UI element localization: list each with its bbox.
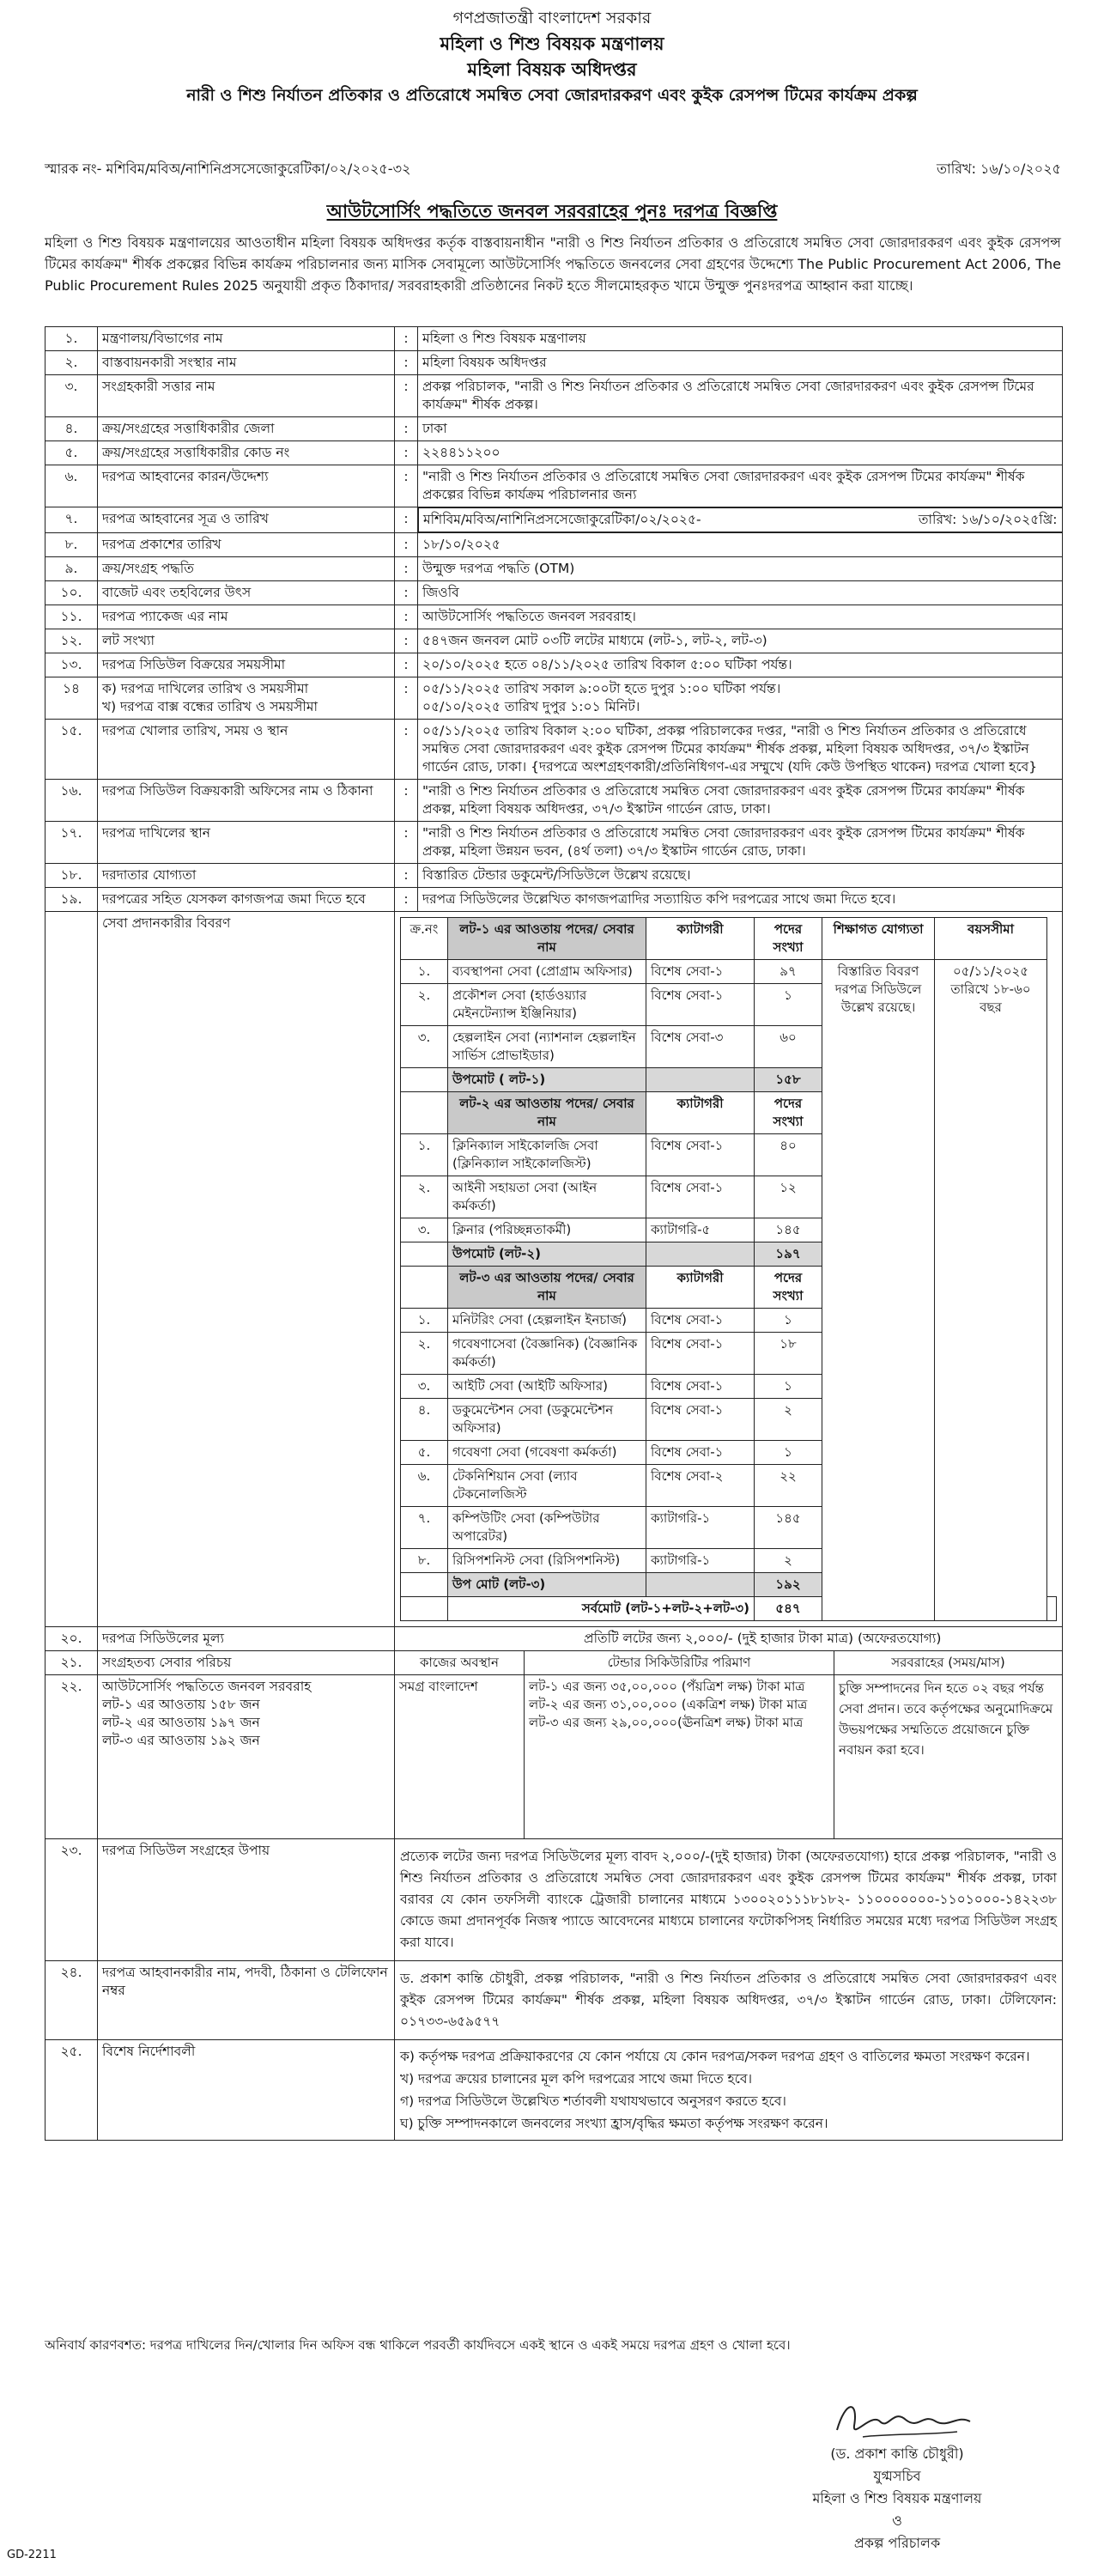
lot-allocation-line: লট-৩ এর আওতায় ১৯২ জন bbox=[102, 1733, 260, 1748]
doc-code: GD-2211 bbox=[7, 2549, 57, 2561]
row-value bbox=[418, 441, 1063, 465]
memo-line bbox=[45, 158, 1061, 181]
row-sl: ৬. bbox=[45, 465, 98, 507]
subtotal-blank-cat bbox=[646, 1068, 755, 1092]
work-area: সমগ্র বাংলাদেশ bbox=[395, 1675, 525, 1838]
row-label bbox=[98, 533, 395, 557]
service-name: রিসিপশনিস্ট সেবা (রিসিপশনিস্ট) bbox=[448, 1549, 646, 1573]
row-value-text: আউটসোর্সিং পদ্ধতিতে জনবল সরবরাহ। bbox=[422, 609, 636, 624]
row-13 bbox=[45, 653, 1063, 677]
row-value-text: ২০/১০/২০২৫ হতে ০৪/১১/২০২৫ তারিখ বিকাল ৫:০০ ঘটিকা পর্যন্ত। bbox=[422, 657, 792, 672]
col-posts-header: পদের সংখ্যা bbox=[755, 1267, 822, 1309]
row-value-date: তারিখ: ১৬/১০/২০২৫খ্রি: bbox=[918, 512, 1058, 527]
supply-duration: চুক্তি সম্পাদনের দিন হতে ০২ বছর পর্যন্ত সেবা প্রদান। তবে কর্তৃপক্ষের অনুমোদিক্রমে উভয়পক্ষের সম্মতিতে প্রয়োজনে চুক্তি নবায়ন করা হবে। bbox=[839, 1680, 1053, 1758]
row-sl: ১. bbox=[45, 327, 98, 351]
row-value bbox=[418, 888, 1063, 912]
service-posts: ১৮ bbox=[755, 1333, 822, 1375]
row-colon: : bbox=[395, 441, 418, 465]
service-category: বিশেষ সেবা-২ bbox=[646, 1465, 755, 1507]
instruction-item: ক) কর্তৃপক্ষ দরপত্র প্রক্রিয়াকরণের যে কোন পর্যায়ে যে কোন দরপত্র/সকল দরপত্র গ্রহণ ও বাতিলের ক্ষমতা সংরক্ষণ করেন। bbox=[400, 2049, 1030, 2064]
row-label bbox=[98, 864, 395, 888]
service-name: ক্লিনিক্যাল সাইকোলজি সেবা (ক্লিনিক্যাল সাইকোলজিস্ট) bbox=[448, 1134, 646, 1176]
service-sl: ৪. bbox=[401, 1399, 448, 1441]
row-value bbox=[418, 677, 1063, 720]
row-24 bbox=[45, 1961, 1063, 2040]
row-label: সংগ্রহতব্য সেবার পরিচয় bbox=[98, 1651, 395, 1675]
row-label bbox=[98, 327, 395, 351]
subtotal-blank-cat bbox=[646, 1242, 755, 1267]
ministry-name: মহিলা ও শিশু বিষয়ক মন্ত্রণালয় bbox=[440, 33, 664, 54]
row-colon: : bbox=[395, 888, 418, 912]
col-duration: সরবরাহের (সময়/মাস) bbox=[891, 1655, 1005, 1670]
lot-allocation-line: লট-২ এর আওতায় ১৯৭ জন bbox=[102, 1715, 260, 1730]
row-label bbox=[98, 780, 395, 822]
row-sl: ১৭. bbox=[45, 822, 98, 864]
row-value bbox=[418, 581, 1063, 605]
service-category: বিশেষ সেবা-১ bbox=[646, 1176, 755, 1218]
row-value bbox=[418, 465, 1063, 507]
service-posts: ১২ bbox=[755, 1176, 822, 1218]
service-category: বিশেষ সেবা-৩ bbox=[646, 1026, 755, 1068]
lot-header-row bbox=[401, 918, 1057, 960]
row-value-text: মশিবিম/মবিঅ/নাশিনিপ্রসসেজোকুরেটিকা/০২/২০২৫- bbox=[423, 512, 701, 527]
service-sl: ১. bbox=[401, 1309, 448, 1333]
row-value: প্রত্যেক লটের জন্য দরপত্র সিডিউলের মূল্য বাবদ ২,০০০/-(দুই হাজার) টাকা (অফেরতযোগ্য) হারে প্রকল্প পরিচালক, "নারী ও শিশু নির্যাতন প্রতিকার ও প্রতিরোধে সমন্বিত সেবা জোরদারকরণ এবং কুইক রেসপন্স টিমের কার্যক্রম" শীর্ষক প্রকল্প, ঢাকা বরাবর যে কোন তফসিলী ব্যাংকে ট্রেজারী চালানের মাধ্যমে ১৩০০২০১১১৮১৮২- ১১০০০০০০০-১১০১০০০-১৪২২৩৮ কোডে জমা প্রদানপূর্বক নিজস্ব প্যাডে আবেদনের মাধ্যমে চালানের ফটোকপিসহ নির্ধারিত সময়ের মধ্যে দরপত্র সিডিউল সংগ্রহ করা যাবে। bbox=[395, 1839, 1063, 1961]
schedule-price: প্রতিটি লটের জন্য ২,০০০/- (দুই হাজার টাকা মাত্র) (অফেরতযোগ্য) bbox=[584, 1631, 942, 1646]
service-name: গবেষণাসেবা (বৈজ্ঞানিক) (বৈজ্ঞানিক কর্মকর্তা) bbox=[448, 1333, 646, 1375]
service-name: ডকুমেন্টেশন সেবা (ডকুমেন্টেশন অফিসার) bbox=[448, 1399, 646, 1441]
lot-title: লট-৩ এর আওতায় পদের/ সেবার নাম bbox=[448, 1267, 646, 1309]
row-value bbox=[418, 417, 1063, 441]
row-value-text: প্রকল্প পরিচালক, "নারী ও শিশু নির্যাতন প্রতিকার ও প্রতিরোধে সমন্বিত সেবা জোরদারকরণ এবং কুইক রেসপন্স টিমের কার্যক্রম" শীর্ষক প্রকল্প। bbox=[422, 379, 1034, 412]
subtotal-value: ১৯৭ bbox=[755, 1242, 822, 1267]
row-value-text: "নারী ও শিশু নির্যাতন প্রতিকার ও প্রতিরোধে সমন্বিত সেবা জোরদারকরণ এবং কুইক রেসপন্স টিমের কার্যক্রম" শীর্ষক প্রকল্প, মহিলা উন্নয়ন ভবন, (৪র্থ তলা) ৩৭/৩ ইস্কাটন গার্ডেন রোড, ঢাকা। bbox=[422, 825, 1025, 859]
col-posts-header: পদের সংখ্যা bbox=[755, 1092, 822, 1134]
service-sl: ৩. bbox=[401, 1218, 448, 1242]
row-label-text: দরপত্র আহবানের কারন/উদ্দেশ্য bbox=[102, 469, 269, 484]
subtotal-blank bbox=[401, 1242, 448, 1267]
instruction-item: খ) দরপত্র ক্রয়ের চালানের মূল কপি দরপত্রের সাথে জমা দিতে হবে। bbox=[400, 2071, 753, 2087]
service-name: আইটি সেবা (আইটি অফিসার) bbox=[448, 1375, 646, 1399]
row-label: বিশেষ নির্দেশাবলী bbox=[98, 2040, 395, 2141]
col-sl-header bbox=[401, 1267, 448, 1309]
row-label bbox=[98, 888, 395, 912]
service-posts: ২ bbox=[755, 1399, 822, 1441]
service-category: বিশেষ সেবা-১ bbox=[646, 960, 755, 984]
row-value-text: ০৫/১১/২০২৫ তারিখ বিকাল ২:০০ ঘটিকা, প্রকল্প পরিচালকের দপ্তর, "নারী ও শিশু নির্যাতন প্রতিকার ও প্রতিরোধে সমন্বিত সেবা জোরদারকরণ এবং কুইক রেসপন্স টিমের কার্যক্রম" শীর্ষক প্রকল্প, মহিলা বিষয়ক অধিদপ্তর, ৩৭/৩ ইস্কাটন গার্ডেন রোড, ঢাকা। {দরপত্রে অংশগ্রহণকারী/প্রতিনিধিগণ-এর সম্মুখে (যদি কেউ উপস্থিত থাকেন) দরপত্র খোলা হবে} bbox=[422, 723, 1038, 775]
row-value bbox=[418, 864, 1063, 888]
row-22 bbox=[45, 1675, 1063, 1839]
row-value bbox=[395, 1627, 1063, 1651]
service-sl: ৬. bbox=[401, 1465, 448, 1507]
col-age-header: বয়সসীমা bbox=[935, 918, 1047, 960]
services-cell bbox=[395, 912, 1063, 1627]
row-label-text: দরপত্র সিডিউল বিক্রয়কারী অফিসের নাম ও ঠিকানা bbox=[102, 783, 373, 799]
col-security: টেন্ডার সিকিউরিটির পরিমাণ bbox=[525, 1651, 834, 1674]
letterhead bbox=[0, 5, 1104, 108]
subtotal-value: ১৫৮ bbox=[755, 1068, 822, 1092]
service-name: টেকনিশিয়ান সেবা (ল্যাব টেকনোলজিস্ট bbox=[448, 1465, 646, 1507]
row-colon: : bbox=[395, 327, 418, 351]
grand-total-value: ৫৪৭ bbox=[755, 1597, 822, 1621]
lot-title: লট-২ এর আওতায় পদের/ সেবার নাম bbox=[448, 1092, 646, 1134]
service-posts: ২ bbox=[755, 1549, 822, 1573]
row-value bbox=[418, 605, 1063, 629]
row-9 bbox=[45, 557, 1063, 581]
row-23 bbox=[45, 1839, 1063, 1961]
row-colon: : bbox=[395, 629, 418, 653]
row-17 bbox=[45, 822, 1063, 864]
row-value bbox=[418, 629, 1063, 653]
service-category: ক্যাটাগরি-৫ bbox=[646, 1218, 755, 1242]
row-value-text: মহিলা বিষয়ক অধিদপ্তর bbox=[422, 355, 547, 370]
project-name: নারী ও শিশু নির্যাতন প্রতিকার ও প্রতিরোধে সমন্বিত সেবা জোরদারকরণ এবং কুইক রেসপন্স টিমের কার্যক্রম প্রকল্প bbox=[186, 86, 918, 105]
services-row bbox=[45, 912, 1063, 1627]
row-colon: : bbox=[395, 507, 418, 533]
row-sl: ২০. bbox=[45, 1627, 98, 1651]
row-label bbox=[98, 557, 395, 581]
row-value bbox=[418, 375, 1063, 417]
row-16 bbox=[45, 780, 1063, 822]
row-label-text: দরপত্র আহবানের সূত্র ও তারিখ bbox=[102, 511, 269, 526]
row22-grid bbox=[395, 1675, 1062, 1838]
service-sl: ৩. bbox=[401, 1026, 448, 1068]
row-10 bbox=[45, 581, 1063, 605]
row-label bbox=[98, 605, 395, 629]
tender-details-table bbox=[45, 326, 1063, 2141]
subtotal-label: উপমোট (লট-২) bbox=[448, 1242, 646, 1267]
row-label bbox=[98, 822, 395, 864]
service-name: ব্যবস্থাপনা সেবা (প্রোগ্রাম অফিসার) bbox=[448, 960, 646, 984]
service-sl: ১. bbox=[401, 1134, 448, 1176]
col-posts-header: পদের সংখ্যা bbox=[755, 918, 822, 960]
row-sl: ২১. bbox=[45, 1651, 98, 1675]
col-sl-header: ক্র.নং bbox=[401, 918, 448, 960]
security-line: লট-২ এর জন্য ৩১,০০,০০০ (একত্রিশ লক্ষ) টাকা মাত্র bbox=[529, 1697, 808, 1712]
row-19 bbox=[45, 888, 1063, 912]
row-11 bbox=[45, 605, 1063, 629]
row-value-text: বিস্তারিত টেন্ডার ডকুমেন্ট/সিডিউলে উল্লেখ রয়েছে। bbox=[422, 867, 691, 883]
service-category: বিশেষ সেবা-১ bbox=[646, 1333, 755, 1375]
service-name: আইনী সহায়তা সেবা (আইন কর্মকর্তা) bbox=[448, 1176, 646, 1218]
col-category-header: ক্যাটাগরী bbox=[646, 1267, 755, 1309]
signature-scribble bbox=[755, 2396, 1039, 2443]
row-value bbox=[418, 780, 1063, 822]
row-sl: ১৪ bbox=[45, 677, 98, 720]
row-value bbox=[418, 653, 1063, 677]
service-sl: ৫. bbox=[401, 1441, 448, 1465]
row-label bbox=[98, 507, 395, 533]
service-posts: ৯৭ bbox=[755, 960, 822, 984]
tender-security bbox=[525, 1675, 834, 1838]
row-sl: ১১. bbox=[45, 605, 98, 629]
subtotal-blank bbox=[401, 1068, 448, 1092]
service-posts: ১ bbox=[755, 1375, 822, 1399]
row-label bbox=[98, 1675, 395, 1839]
edu-qualification: বিস্তারিত বিবরণ দরপত্র সিডিউলে উল্লেখ রয়েছে। bbox=[822, 960, 935, 1621]
row-label-text: দরপত্র খোলার তারিখ, সময় ও স্থান bbox=[102, 723, 288, 738]
row-value bbox=[418, 327, 1063, 351]
row-colon: : bbox=[395, 465, 418, 507]
row-25 bbox=[45, 2040, 1063, 2141]
service-category: বিশেষ সেবা-১ bbox=[646, 1399, 755, 1441]
signatory-org: মহিলা ও শিশু বিষয়ক মন্ত্রণালয় bbox=[812, 2490, 982, 2506]
row-value-text: দরপত্র সিডিউলের উল্লেখিত কাগজপত্রাদির সত্যায়িত কপি দরপত্রের সাথে জমা দিতে হবে। bbox=[422, 891, 896, 907]
row-2 bbox=[45, 351, 1063, 375]
row-value-text: ১৮/১০/২০২৫ bbox=[422, 537, 500, 552]
col-category-header: ক্যাটাগরী bbox=[646, 918, 755, 960]
row-1 bbox=[45, 327, 1063, 351]
row-label-text: বাস্তবায়নকারী সংস্থার নাম bbox=[102, 355, 237, 370]
instruction-item: ঘ) চুক্তি সম্পাদনকালে জনবলের সংখ্যা হ্রাস/বৃদ্ধির ক্ষমতা কর্তৃপক্ষ সংরক্ষণ করেন। bbox=[400, 2116, 828, 2131]
row-colon: : bbox=[395, 720, 418, 780]
row-sl: ৯. bbox=[45, 557, 98, 581]
row-value-text: ০৫/১১/২০২৫ তারিখ সকাল ৯:০০টা হতে দুপুর ১:০০ ঘটিকা পর্যন্ত। bbox=[422, 681, 781, 696]
row-value: ড. প্রকাশ কান্তি চৌধুরী, প্রকল্প পরিচালক, "নারী ও শিশু নির্যাতন প্রতিকার ও প্রতিরোধে সমন্বিত সেবা জোরদারকরণ এবং কুইক রেসপন্স টিমের কার্যক্রম" শীর্ষক প্রকল্প, মহিলা বিষয়ক অধিদপ্তর, ৩৭/৩ ইস্কাটন গার্ডেন রোড, ঢাকা। টেলিফোন: ০১৭৩৩-৬৫৯৫৭৭ bbox=[395, 1961, 1063, 2040]
service-category: বিশেষ সেবা-১ bbox=[646, 1309, 755, 1333]
security-line: লট-৩ এর জন্য ২৯,০০,০০০(ঊনত্রিশ লক্ষ) টাকা মাত্র bbox=[529, 1715, 804, 1730]
row-sl: ১৩. bbox=[45, 653, 98, 677]
row-colon: : bbox=[395, 864, 418, 888]
row-label-text: লট সংখ্যা bbox=[102, 633, 155, 648]
row-label: দরপত্র সিডিউলের মূল্য bbox=[98, 1627, 395, 1651]
service-posts: ১ bbox=[755, 984, 822, 1026]
row-21 bbox=[45, 1651, 1063, 1675]
row-label-text: ক) দরপত্র দাখিলের তারিখ ও সময়সীমা bbox=[102, 681, 309, 696]
service-posts: ১ bbox=[755, 1441, 822, 1465]
row-label bbox=[98, 653, 395, 677]
service-sl: ২. bbox=[401, 1333, 448, 1375]
row-18 bbox=[45, 864, 1063, 888]
service-name: প্রকৌশল সেবা (হার্ডওয়্যার মেইনটেন্যান্স ইঞ্জিনিয়ার) bbox=[448, 984, 646, 1026]
row-label-text: বাজেট এবং তহবিলের উৎস bbox=[102, 585, 252, 600]
service-posts: ২২ bbox=[755, 1465, 822, 1507]
row-label bbox=[98, 465, 395, 507]
lot-allocation-line: লট-১ এর আওতায় ১৫৮ জন bbox=[102, 1697, 260, 1712]
services-table bbox=[400, 917, 1057, 1621]
row-label bbox=[98, 441, 395, 465]
service-name: গবেষণা সেবা (গবেষণা কর্মকর্তা) bbox=[448, 1441, 646, 1465]
grand-blank bbox=[401, 1597, 448, 1621]
row-label bbox=[98, 417, 395, 441]
signature-block bbox=[755, 2396, 1039, 2555]
row-6 bbox=[45, 465, 1063, 507]
row-label-text: সংগ্রহকারী সত্তার নাম bbox=[102, 379, 215, 394]
row-label-text: ক্রয়/সংগ্রহের সত্তাধিকারীর জেলা bbox=[102, 421, 275, 436]
row22-cell bbox=[395, 1675, 1063, 1839]
row-sl: ১৮. bbox=[45, 864, 98, 888]
row-label-text: দরপত্র সিডিউল বিক্রয়ের সময়সীমা bbox=[102, 657, 286, 672]
row-14 bbox=[45, 677, 1063, 720]
row-sl: ২২. bbox=[45, 1675, 98, 1839]
row-sl: ২৫. bbox=[45, 2040, 98, 2141]
service-name: কম্পিউটিং সেবা (কম্পিউটার অপারেটর) bbox=[448, 1507, 646, 1549]
row-5 bbox=[45, 441, 1063, 465]
subtotal-blank-cat bbox=[646, 1573, 755, 1597]
service-posts: ১৪৫ bbox=[755, 1507, 822, 1549]
directorate-name: মহিলা বিষয়ক অধিদপ্তর bbox=[467, 59, 637, 80]
signatory-and: ও bbox=[892, 2512, 902, 2529]
row-colon: : bbox=[395, 653, 418, 677]
row-value bbox=[418, 822, 1063, 864]
row-value bbox=[418, 507, 1063, 532]
col-edu-header: শিক্ষাগত যোগ্যতা bbox=[822, 918, 935, 960]
row-label-text: দরপত্র প্রকাশের তারিখ bbox=[102, 537, 221, 552]
row-sl: ১৬. bbox=[45, 780, 98, 822]
age-limit: ০৫/১১/২০২৫ তারিখে ১৮-৬০ বছর bbox=[935, 960, 1047, 1621]
subtotal-value: ১৯২ bbox=[755, 1573, 822, 1597]
service-posts: ৪০ bbox=[755, 1134, 822, 1176]
row-label bbox=[98, 720, 395, 780]
row-sl: ১৯. bbox=[45, 888, 98, 912]
row-colon: : bbox=[395, 581, 418, 605]
lot-title: লট-১ এর আওতায় পদের/ সেবার নাম bbox=[448, 918, 646, 960]
instruction-item: গ) দরপত্র সিডিউলে উল্লেখিত শর্তাবলী যথাযথভাবে অনুসরণ করতে হবে। bbox=[400, 2093, 786, 2109]
row-colon: : bbox=[395, 780, 418, 822]
service-name: হেল্পলাইন সেবা (ন্যাশনাল হেল্পলাইন সার্ভিস প্রোভাইডার) bbox=[448, 1026, 646, 1068]
row-sl: ২৪. bbox=[45, 1961, 98, 2040]
service-row bbox=[401, 960, 1057, 984]
row-8 bbox=[45, 533, 1063, 557]
service-name: ক্লিনার (পরিচ্ছন্নতাকর্মী) bbox=[448, 1218, 646, 1242]
signatory-name: (ড. প্রকাশ কান্তি চৌধুরী) bbox=[830, 2445, 964, 2462]
row-colon: : bbox=[395, 605, 418, 629]
service-sl: ১. bbox=[401, 960, 448, 984]
row-4 bbox=[45, 417, 1063, 441]
memo-date: তারিখ: ১৬/১০/২০২৫ bbox=[937, 161, 1061, 177]
service-category: বিশেষ সেবা-১ bbox=[646, 1134, 755, 1176]
row-colon: : bbox=[395, 533, 418, 557]
row-value bbox=[418, 533, 1063, 557]
grand-blank-2 bbox=[1047, 1597, 1057, 1621]
subtotal-label: উপমোট ( লট-১) bbox=[448, 1068, 646, 1092]
row-label bbox=[98, 351, 395, 375]
row-20 bbox=[45, 1627, 1063, 1651]
govt-name: গণপ্রজাতন্ত্রী বাংলাদেশ সরকার bbox=[452, 9, 652, 27]
row21-cell bbox=[395, 1651, 1063, 1675]
service-posts: ১৪৫ bbox=[755, 1218, 822, 1242]
subtotal-label: উপ মোট (লট-৩) bbox=[448, 1573, 646, 1597]
row-value-text: ঢাকা bbox=[422, 421, 447, 436]
row-15 bbox=[45, 720, 1063, 780]
row-sl: ২৩. bbox=[45, 1839, 98, 1961]
row-colon: : bbox=[395, 351, 418, 375]
row-label-text: ক্রয়/সংগ্রহের সত্তাধিকারীর কোড নং bbox=[102, 445, 290, 460]
service-sl: ৩. bbox=[401, 1375, 448, 1399]
row-value bbox=[418, 720, 1063, 780]
row-label bbox=[98, 629, 395, 653]
row-colon: : bbox=[395, 822, 418, 864]
row-label: দরপত্র আহবানকারীর নাম, পদবী, ঠিকানা ও টেলিফোন নম্বর bbox=[98, 1961, 395, 2040]
subtotal-blank bbox=[401, 1573, 448, 1597]
service-category: বিশেষ সেবা-১ bbox=[646, 984, 755, 1026]
row-value-text: ৫৪৭জন জনবল মোট ০৩টি লটের মাধ্যমে (লট-১, লট-২, লট-৩) bbox=[422, 633, 767, 648]
service-category: বিশেষ সেবা-১ bbox=[646, 1375, 755, 1399]
grand-total-label: সর্বমোট (লট-১+লট-২+লট-৩) bbox=[448, 1597, 755, 1621]
row-value bbox=[418, 557, 1063, 581]
row-label-text-2: খ) দরপত্র বাক্স বন্ধের তারিখ ও সময়সীমা bbox=[102, 699, 318, 714]
signature-icon bbox=[811, 2396, 983, 2447]
row21-head bbox=[395, 1651, 1062, 1674]
service-posts: ১ bbox=[755, 1309, 822, 1333]
memo-ref: স্মারক নং- মশিবিম/মবিঅ/নাশিনিপ্রসসেজোকুরেটিকা/০২/২০২৫-৩২ bbox=[45, 161, 411, 177]
services-label: সেবা প্রদানকারীর বিবরণ bbox=[98, 912, 395, 1627]
service-category: বিশেষ সেবা-১ bbox=[646, 1441, 755, 1465]
row-value-text: জিওবি bbox=[422, 585, 459, 600]
service-sl: ২. bbox=[401, 1176, 448, 1218]
row-sl bbox=[45, 912, 98, 1627]
row-sl: ১৫. bbox=[45, 720, 98, 780]
service-category: ক্যাটাগরি-১ bbox=[646, 1507, 755, 1549]
row-sl: ৭. bbox=[45, 507, 98, 533]
row-value-text: ২২৪৪১১২০০ bbox=[422, 445, 500, 460]
row-value-text-2: ০৫/১০/২০২৫ তারিখ দুপুর ১:০১ মিনিট। bbox=[422, 699, 640, 714]
row-value bbox=[418, 351, 1063, 375]
row-value-text: "নারী ও শিশু নির্যাতন প্রতিকার ও প্রতিরোধে সমন্বিত সেবা জোরদারকরণ এবং কুইক রেসপন্স টিমের কার্যক্রম" শীর্ষক প্রকল্প, মহিলা বিষয়ক অধিদপ্তর, ৩৭/৩ ইস্কাটন গার্ডেন রোড, ঢাকা। bbox=[422, 783, 1025, 817]
row-sl: ১২. bbox=[45, 629, 98, 653]
row-sl: ২. bbox=[45, 351, 98, 375]
row-colon: : bbox=[395, 417, 418, 441]
row-label-text: মন্ত্রণালয়/বিভাগের নাম bbox=[102, 331, 223, 346]
col-category-header: ক্যাটাগরী bbox=[646, 1092, 755, 1134]
service-sl: ৭. bbox=[401, 1507, 448, 1549]
service-name: মনিটরিং সেবা (হেল্পলাইন ইনচার্জ) bbox=[448, 1309, 646, 1333]
signatory-role: প্রকল্প পরিচালক bbox=[853, 2535, 941, 2551]
special-instructions bbox=[395, 2040, 1063, 2141]
row-colon: : bbox=[395, 677, 418, 720]
row-7 bbox=[45, 507, 1063, 533]
service-category: ক্যাটাগরি-১ bbox=[646, 1549, 755, 1573]
row-sl: ৪. bbox=[45, 417, 98, 441]
security-line: লট-১ এর জন্য ৩৫,০০,০০০ (পঁয়ত্রিশ লক্ষ) টাকা মাত্র bbox=[529, 1679, 805, 1694]
row-label-text: দরপত্র দাখিলের স্থান bbox=[102, 825, 210, 841]
row-value-text: মহিলা ও শিশু বিষয়ক মন্ত্রণালয় bbox=[422, 331, 586, 346]
row-label-text: দরপত্রের সহিত যেসকল কাগজপত্র জমা দিতে হবে bbox=[102, 891, 366, 907]
row-12 bbox=[45, 629, 1063, 653]
service-posts: ৬০ bbox=[755, 1026, 822, 1068]
row-sl: ৩. bbox=[45, 375, 98, 417]
row-label bbox=[98, 581, 395, 605]
row-label-text: ক্রয়/সংগ্রহ পদ্ধতি bbox=[102, 561, 194, 576]
row-label bbox=[98, 677, 395, 720]
row-sl: ৫. bbox=[45, 441, 98, 465]
row-value-text: "নারী ও শিশু নির্যাতন প্রতিকার ও প্রতিরোধে সমন্বিত সেবা জোরদারকরণ এবং কুইক রেসপন্স টিমের কার্যক্রম" শীর্ষক প্রকল্পের বিভিন্ন কার্যক্রম পরিচালনার জন্য bbox=[422, 469, 1025, 502]
row-label-text: দরদাতার যোগ্যতা bbox=[102, 867, 197, 883]
row-label bbox=[98, 375, 395, 417]
footnote: অনিবার্য কারণবশত: দরপত্র দাখিলের দিন/খোলার দিন অফিস বন্ধ থাকিলে পরবর্তী কার্যদিবসে একই স্থানে ও একই সময়ে দরপত্র গ্রহণ ও খোলা হবে। bbox=[45, 2337, 791, 2353]
row-colon: : bbox=[395, 557, 418, 581]
row-colon: : bbox=[395, 375, 418, 417]
row-sl: ৮. bbox=[45, 533, 98, 557]
row-value-text: উন্মুক্ত দরপত্র পদ্ধতি (OTM) bbox=[422, 561, 575, 576]
signatory-title: যুগ্মসচিব bbox=[873, 2468, 921, 2484]
notice-title: আউটসোর্সিং পদ্ধতিতে জনবল সরবরাহের পুনঃ দরপত্র বিজ্ঞপ্তি bbox=[326, 201, 778, 222]
row-3 bbox=[45, 375, 1063, 417]
lot-allocation-line: আউটসোর্সিং পদ্ধতিতে জনবল সরবরাহ bbox=[102, 1679, 312, 1694]
service-sl: ২. bbox=[401, 984, 448, 1026]
intro-paragraph: মহিলা ও শিশু বিষয়ক মন্ত্রণালয়ের আওতাধীন মহিলা বিষয়ক অধিদপ্তর কর্তৃক বাস্তবায়নাধীন "নারী ও শিশু নির্যাতন প্রতিকার ও প্রতিরোধে সমন্বিত সেবা জোরদারকরণ এবং কুইক রেসপন্স টিমের কার্যক্রম" শীর্ষক প্রকল্পের বিভিন্ন কার্যক্রম পরিচালনার জন্য মাসিক সেবামূল্যে আউটসোর্সিং পদ্ধতিতে জনবলের সেবা গ্রহণের উদ্দেশ্যে The Public Procurement Act 2006, The Public Procurement Rules 2025 অনুযায়ী প্রকৃত ঠিকাদার/ সরবরাহকারী প্রতিষ্ঠানের নিকট হতে সীলমোহরকৃত খামে উন্মুক্ত পুনঃদরপত্র আহ্বান করা যাচ্ছে। bbox=[45, 234, 1061, 294]
service-sl: ৮. bbox=[401, 1549, 448, 1573]
row-label-text: দরপত্র প্যাকেজ এর নাম bbox=[102, 609, 228, 624]
col-area: কাজের অবস্থান bbox=[395, 1651, 525, 1674]
row-label: দরপত্র সিডিউল সংগ্রহের উপায় bbox=[98, 1839, 395, 1961]
col-sl-header bbox=[401, 1092, 448, 1134]
row-sl: ১০. bbox=[45, 581, 98, 605]
